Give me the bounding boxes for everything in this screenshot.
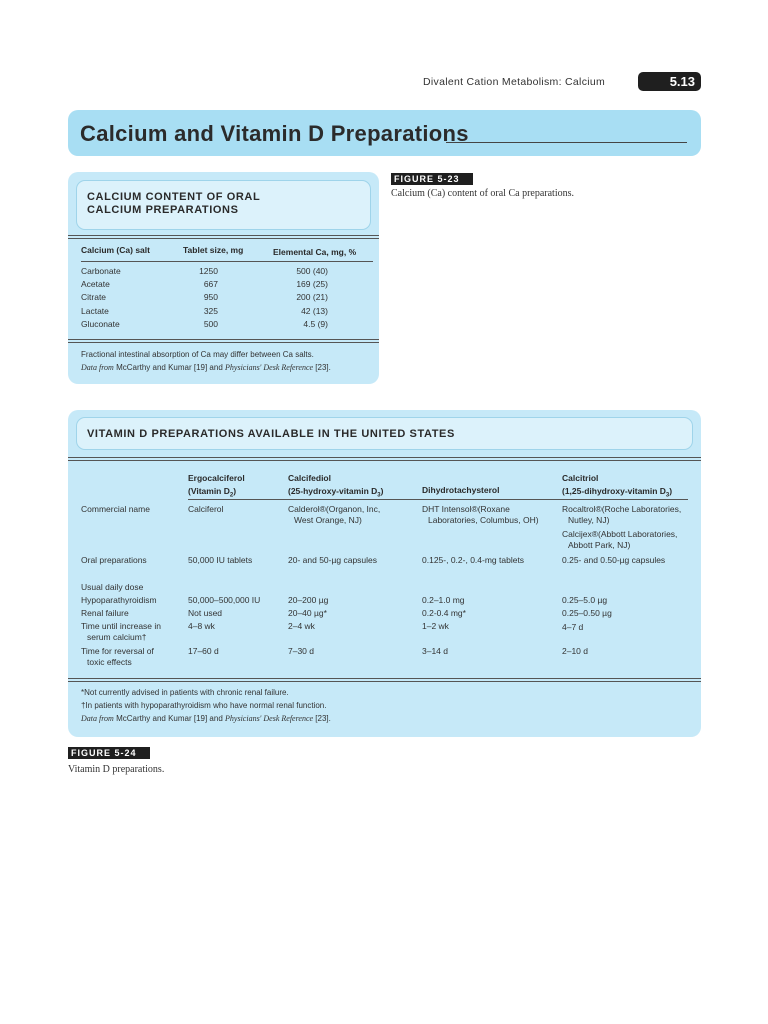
- cell-salt: Acetate: [81, 279, 110, 289]
- calcium-panel-heading: [76, 180, 371, 230]
- source-end: [23].: [315, 714, 331, 723]
- cell-elemental: 4.5 (9): [303, 319, 328, 329]
- cell-calcitriol: 0.25–0.50 µg: [562, 608, 612, 618]
- cell-calcifediol: 20- and 50-µg capsules: [288, 555, 378, 565]
- row-label: Commercial name: [81, 504, 150, 514]
- vitd-source: [81, 714, 331, 723]
- calcium-source: [81, 363, 331, 372]
- row-label: Time for reversal of toxic effects: [81, 646, 154, 667]
- cell-ergocalciferol: 17–60 d: [188, 646, 219, 656]
- calcifediol-name: Calcifediol: [288, 473, 331, 483]
- calcium-heading-line1: CALCIUM CONTENT OF ORAL: [87, 191, 261, 203]
- row-label: Oral preparations: [81, 555, 147, 565]
- cell-dihydrotachysterol: 1–2 wk: [422, 621, 449, 631]
- source-book: Physicians' Desk Reference: [225, 714, 314, 723]
- vitd-header-rule: [188, 499, 688, 500]
- figure-5-23-caption: Calcium (Ca) content of oral Ca preparations.: [391, 188, 574, 199]
- cell-salt: Lactate: [81, 306, 109, 316]
- row-label: Time until increase in serum calcium†: [81, 621, 161, 642]
- cell-ergocalciferol: 50,000–500,000 IU: [188, 595, 261, 605]
- vitd-footnote-2: †In patients with hypoparathyroidism who have normal renal function.: [81, 701, 327, 710]
- cell-tablet: 500: [203, 319, 218, 329]
- cell-ergocalciferol: Calciferol: [188, 504, 224, 514]
- col-header-tablet: Tablet size, mg: [183, 245, 244, 255]
- row-label: Hypoparathyroidism: [81, 595, 157, 605]
- cell-dihydrotachysterol: 3–14 d: [422, 646, 448, 656]
- title-bar: [68, 110, 701, 156]
- calcium-heading-line2: CALCIUM PREPARATIONS: [87, 204, 239, 216]
- vitd-rule-top: [68, 457, 701, 461]
- cell-tablet: 1250: [199, 266, 218, 276]
- calcitriol-name: Calcitriol: [562, 473, 599, 483]
- cell-elemental: 200 (21): [296, 292, 328, 302]
- figure-5-24-label: FIGURE 5-24: [68, 747, 150, 759]
- cell-tablet: 950: [203, 292, 218, 302]
- page-number: 5.13: [638, 72, 701, 91]
- source-mid: McCarthy and Kumar [19] and: [116, 714, 223, 723]
- source-mid: McCarthy and Kumar [19] and: [116, 363, 223, 372]
- calcium-rule-bottom: [68, 339, 379, 343]
- calcium-header-rule: [81, 261, 373, 262]
- vitd-footnote-1: *Not currently advised in patients with chronic renal failure.: [81, 688, 289, 697]
- cell-dihydrotachysterol: 0.125-, 0.2-, 0.4-mg tablets: [422, 555, 525, 565]
- cell-ergocalciferol: 50,000 IU tablets: [188, 555, 253, 565]
- vitamin-d-panel-heading: [76, 417, 693, 450]
- calcifediol-sub: (25-hydroxy-vitamin $D_3$): [288, 486, 384, 499]
- figure-5-24-caption: Vitamin D preparations.: [68, 764, 165, 775]
- cell-calcitriol: 4–7 d: [562, 622, 584, 632]
- source-prefix: Data from: [81, 714, 114, 723]
- cell-tablet: 667: [203, 279, 218, 289]
- calcitriol-sub: (1,25-dihydroxy-vitamin $D_3$): [562, 486, 673, 499]
- calcium-footnote: Fractional intestinal absorption of Ca may differ between Ca salts.: [81, 350, 314, 359]
- usual-daily-dose-label: Usual daily dose: [81, 582, 144, 592]
- cell-calcitriol: 0.25–5.0 µg: [562, 595, 608, 605]
- cell-salt: Carbonate: [81, 266, 121, 276]
- cell-tablet: 325: [203, 306, 218, 316]
- cell-salt: Citrate: [81, 292, 107, 302]
- page-title: Calcium and Vitamin D Preparations: [80, 121, 469, 146]
- ergocalciferol-name: Ergocalciferol: [188, 473, 245, 483]
- vitamin-d-panel: [68, 410, 701, 737]
- cell-dihydrotachysterol: DHT Intensol®(Roxane Laboratories, Columbus, OH): [422, 504, 539, 525]
- ergocalciferol-sub: (Vitamin $D_2$): [188, 486, 237, 499]
- title-rule: [446, 142, 687, 143]
- cell-elemental: 42 (13): [301, 306, 328, 316]
- cell-calcitriol: 2–10 d: [562, 646, 588, 656]
- calcium-panel: [68, 172, 379, 384]
- cell-ergocalciferol: Not used: [188, 608, 223, 618]
- cell-dihydrotachysterol: 0.2-0.4 mg*: [422, 608, 466, 618]
- cell-calcifediol: Calderol®(Organon, Inc, West Orange, NJ): [288, 504, 381, 525]
- vitd-rule-bottom: [68, 678, 701, 682]
- col-header-dihydrotachysterol: Dihydrotachysterol: [422, 485, 500, 495]
- cell-calcitriol: 0.25- and 0.50-µg capsules: [562, 555, 666, 565]
- figure-5-23-label: FIGURE 5-23: [391, 173, 473, 185]
- running-header: Divalent Cation Metabolism: Calcium: [423, 76, 606, 88]
- calcium-rule-top: [68, 235, 379, 239]
- source-end: [23].: [315, 363, 331, 372]
- cell-salt: Gluconate: [81, 319, 120, 329]
- cell-dihydrotachysterol: 0.2–1.0 mg: [422, 595, 465, 605]
- cell-calcitriol: Rocaltrol®(Roche Laboratories, Nutley, NJ) Calcijex®(Abbott Laboratories, Abbott Park, NJ): [562, 504, 682, 550]
- col-header-salt: Calcium (Ca) salt: [81, 245, 150, 255]
- col-header-elemental: Elemental Ca, mg, %: [273, 247, 357, 257]
- source-book: Physicians' Desk Reference: [225, 363, 314, 372]
- vitamin-d-heading: VITAMIN D PREPARATIONS AVAILABLE IN THE UNITED STATES: [87, 428, 455, 440]
- cell-ergocalciferol: 4–8 wk: [188, 621, 215, 631]
- row-label: Renal failure: [81, 608, 129, 618]
- source-prefix: Data from: [81, 363, 114, 372]
- cell-elemental: 169 (25): [296, 279, 328, 289]
- cell-elemental: 500 (40): [296, 266, 328, 276]
- cell-calcifediol: 20–200 µg: [288, 595, 329, 605]
- cell-calcifediol: 7–30 d: [288, 646, 314, 656]
- cell-calcifediol: 20–40 µg*: [288, 608, 327, 618]
- cell-calcifediol: 2–4 wk: [288, 621, 315, 631]
